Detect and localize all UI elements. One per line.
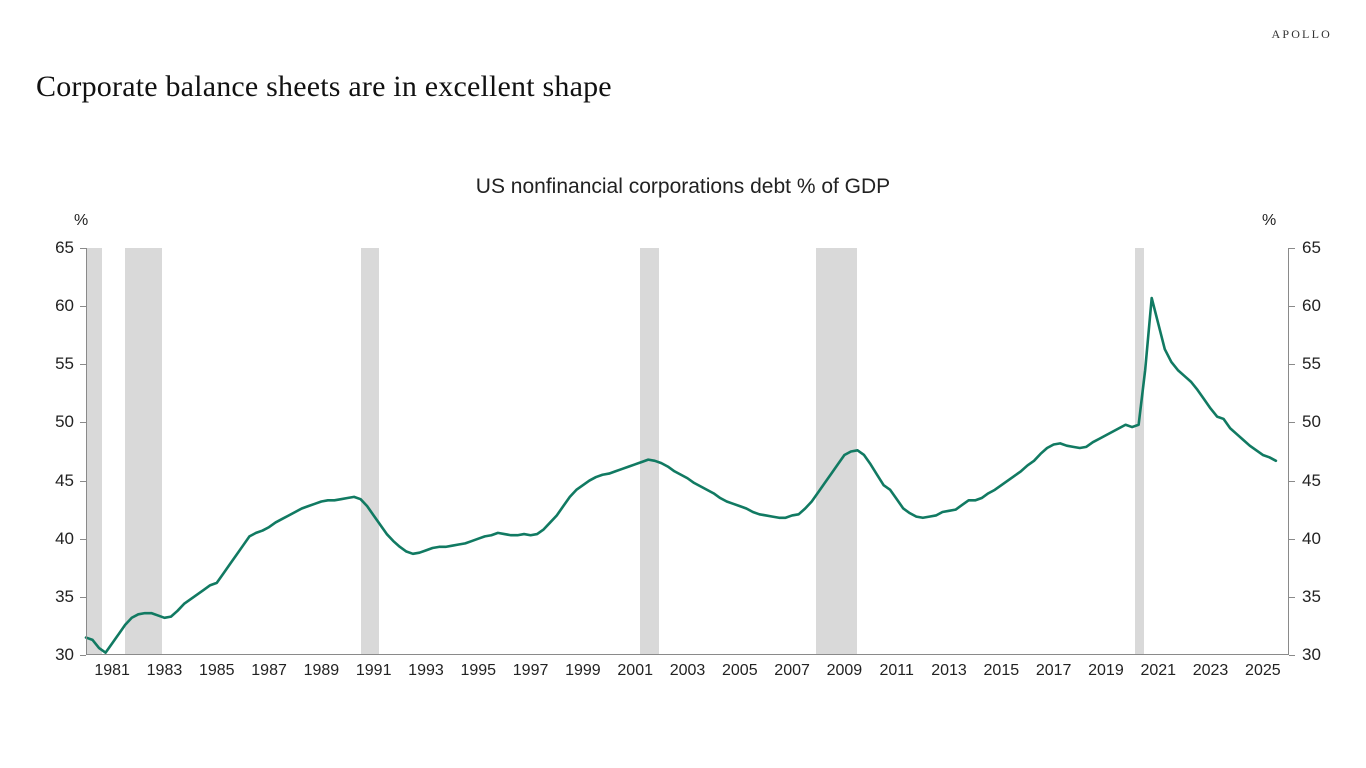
y-tick-label-left: 60 — [55, 296, 74, 316]
chart-container — [0, 160, 1366, 720]
y-axis-unit-right: % — [1262, 212, 1277, 229]
x-tick-label: 1983 — [146, 662, 183, 679]
y-tick-mark-right — [1289, 539, 1295, 540]
y-tick-mark-left — [80, 597, 86, 598]
y-tick-label-left: 40 — [55, 528, 74, 548]
x-tick-label: 1981 — [94, 662, 130, 679]
y-tick-label-right: 30 — [1302, 645, 1321, 664]
x-tick-label: 1993 — [408, 662, 444, 679]
y-tick-mark-left — [80, 306, 86, 307]
x-tick-label: 2025 — [1245, 662, 1281, 679]
x-tick-label: 2013 — [931, 662, 967, 679]
y-tick-label-right: 45 — [1302, 470, 1321, 490]
x-tick-label: 1987 — [251, 662, 287, 679]
y-tick-mark-left — [80, 539, 86, 540]
line-series-svg — [86, 248, 1289, 655]
y-tick-label-left: 35 — [55, 586, 74, 606]
y-tick-mark-right — [1289, 306, 1295, 307]
x-tick-label: 1995 — [460, 662, 497, 679]
page-title: Corporate balance sheets are in excellent shape — [36, 70, 612, 104]
x-tick-label: 2003 — [669, 662, 706, 679]
x-tick-label: 1997 — [512, 662, 549, 679]
x-tick-label: 2019 — [1088, 662, 1124, 679]
y-axis-unit-left: % — [74, 212, 89, 229]
y-tick-label-right: 40 — [1302, 528, 1321, 548]
y-tick-mark-left — [80, 481, 86, 482]
y-tick-mark-right — [1289, 422, 1295, 423]
x-tick-label: 1999 — [565, 662, 601, 679]
x-tick-label: 2005 — [722, 662, 758, 679]
x-tick-label: 2015 — [983, 662, 1020, 679]
plot-area — [55, 238, 1321, 679]
y-axis-left — [86, 248, 87, 655]
x-tick-label: 2011 — [879, 662, 914, 679]
x-tick-label: 2017 — [1035, 662, 1072, 679]
x-tick-label: 1991 — [355, 662, 392, 679]
y-tick-label-left: 50 — [55, 412, 74, 432]
x-tick-label: 1985 — [198, 662, 235, 679]
y-tick-label-left: 55 — [55, 354, 74, 374]
x-tick-label: 2023 — [1192, 662, 1229, 679]
x-tick-label: 2021 — [1140, 662, 1177, 679]
y-tick-label-right: 50 — [1302, 412, 1321, 432]
y-tick-label-right: 60 — [1302, 296, 1321, 316]
y-tick-mark-left — [80, 422, 86, 423]
x-tick-label: 2007 — [774, 662, 810, 679]
y-tick-mark-right — [1289, 481, 1295, 482]
y-tick-mark-right — [1289, 597, 1295, 598]
y-tick-mark-left — [80, 248, 86, 249]
y-tick-label-right: 65 — [1302, 238, 1321, 257]
y-tick-mark-left — [80, 364, 86, 365]
x-axis — [86, 654, 1289, 655]
y-tick-label-right: 55 — [1302, 354, 1321, 374]
y-tick-mark-right — [1289, 655, 1295, 656]
y-tick-label-left: 65 — [55, 238, 74, 257]
y-tick-mark-right — [1289, 364, 1295, 365]
apollo-logo: APOLLO — [1271, 27, 1332, 41]
y-tick-mark-left — [80, 655, 86, 656]
y-axis-right — [1288, 248, 1289, 655]
y-tick-label-left: 45 — [55, 470, 74, 490]
x-tick-label: 2001 — [617, 662, 653, 679]
y-tick-label-right: 35 — [1302, 586, 1321, 606]
debt-to-gdp-line — [86, 298, 1276, 653]
y-tick-label-left: 30 — [55, 645, 74, 664]
x-tick-label: 2009 — [826, 662, 863, 679]
y-tick-mark-right — [1289, 248, 1295, 249]
x-tick-label: 1989 — [303, 662, 340, 679]
chart-title: US nonfinancial corporations debt % of GDP — [475, 175, 891, 198]
